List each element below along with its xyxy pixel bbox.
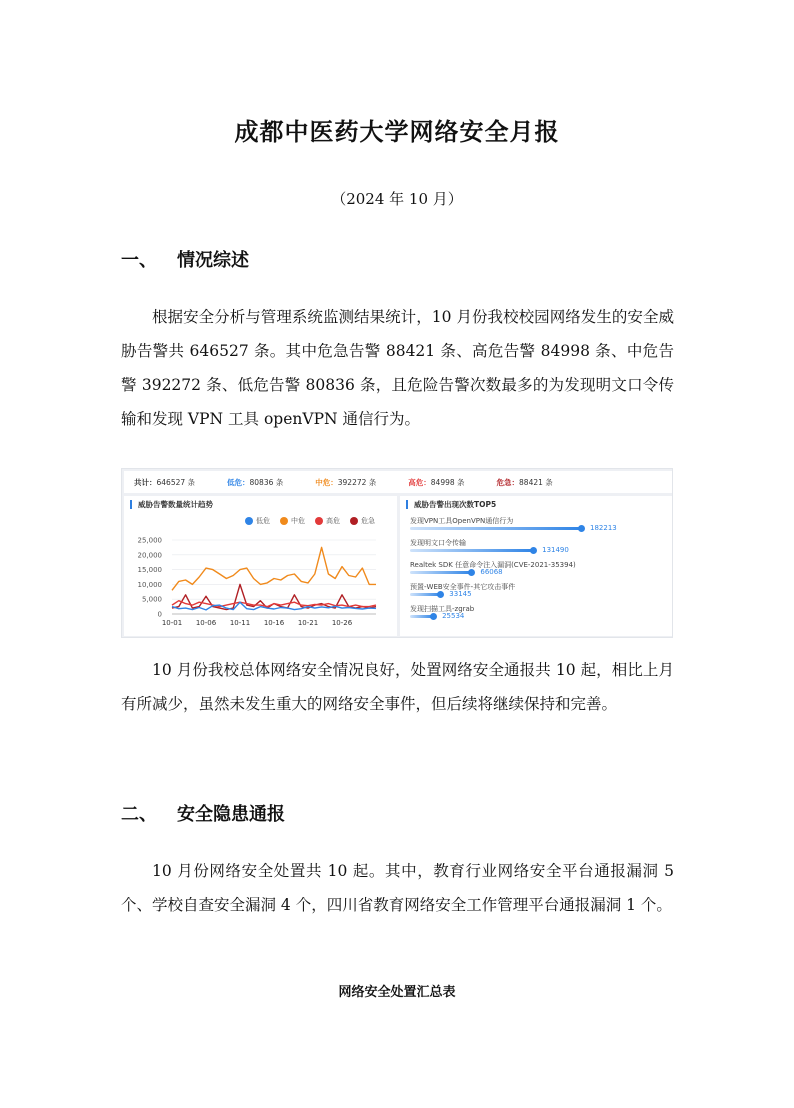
top5-item [408,604,668,626]
top5-item-value: 25534 [442,612,465,620]
section-number: 一、 [121,250,157,271]
summary-paragraph: 10 月份我校总体网络安全情况良好，处置网络安全通报共 10 起，相比上月有所减少，虽然未发生重大的网络安全事件，但后续将继续保持和完善。 [121,661,674,713]
top5-item-bar [410,527,582,530]
y-tick-label: 20,000 [137,551,162,560]
top5-item-label: 发现明文口令传输 [410,539,466,547]
top5-list [408,516,668,626]
vulnerability-paragraph: 10 月份网络安全处置共 10 起。其中，教育行业网络安全平台通报漏洞 5 个、学校自查安全漏洞 4 个，四川省教育网络安全工作管理平台通报漏洞 1 个。 [121,862,674,914]
y-tick-label: 5,000 [141,595,162,604]
top5-item [408,538,668,560]
top5-item [408,516,668,538]
top5-item-bar [410,549,534,552]
stat-total: 共计：646527 条 [134,477,196,487]
overview-paragraph: 根据安全分析与管理系统监测结果统计，10 月份我校校园网络发生的安全威胁告警共 646527 条。其中危急告警 88421 条、高危告警 84998 条、中危告警 392272 条、低危告警 80836 条，且危险告警次数最多的为发现明文口令传输和发现 VPN 工具 openVPN 通信行为。 [121,308,674,428]
top5-item-knob [578,525,585,532]
stat-medium: 中危：392272 条 [315,477,377,487]
top5-item-knob [530,547,537,554]
stat-high: 高危：84998 条 [408,477,465,487]
section-title: 安全隐患通报 [177,804,285,825]
section-heading-overview [121,246,249,272]
top5-item-label: Realtek SDK 任意命令注入漏洞(CVE-2021-35394) [410,561,576,569]
legend-medium: 中危 [280,516,305,526]
table-caption: 网络安全处置汇总表 [338,985,456,1000]
top5-item-knob [437,591,444,598]
page-title: 成都中医药大学网络安全月报 [234,118,560,146]
section-title: 情况综述 [177,250,249,271]
top5-panel [400,496,672,636]
legend-low: 低危 [245,516,270,526]
section-heading-vulnerabilities [121,800,285,826]
x-tick-label: 10-11 [229,619,251,627]
trend-line-chart [124,496,397,636]
report-period: （2024 年 10 月） [331,190,463,208]
top5-item-knob [430,613,437,620]
legend-critical: 危急 [350,516,375,526]
top5-item [408,582,668,604]
x-tick-label: 10-16 [263,619,285,627]
x-tick-label: 10-06 [195,619,217,627]
stat-low: 低危：80836 条 [227,477,284,487]
stat-critical: 危急：88421 条 [496,477,553,487]
top5-item-value: 66068 [480,568,503,576]
top5-title: 威胁告警出现次数TOP5 [406,500,496,509]
security-dashboard-image [121,468,673,638]
y-tick-label: 0 [157,610,162,619]
x-tick-label: 10-21 [297,619,319,627]
trend-chart-panel [124,496,397,636]
y-tick-label: 10,000 [137,580,162,589]
series-line-中危 [172,547,376,590]
top5-item-label: 发现扫描工具-zgrab [410,605,475,613]
y-tick-label: 15,000 [137,566,162,575]
top5-item [408,560,668,582]
top5-item-value: 33145 [449,590,472,598]
top5-item-value: 131490 [542,546,569,554]
top5-item-knob [468,569,475,576]
y-tick-label: 25,000 [137,536,162,545]
section-number: 二、 [121,804,157,825]
x-tick-label: 10-01 [161,619,183,627]
x-tick-label: 10-26 [331,619,353,627]
alert-stats-bar [124,471,672,493]
top5-item-value: 182213 [590,524,617,532]
trend-chart-title: 威胁告警数量统计趋势 [130,500,213,509]
top5-item-label: 发现VPN工具OpenVPN通信行为 [410,517,514,525]
top5-item-label: 预置-WEB安全事件-其它攻击事件 [410,583,516,591]
top5-item-bar [410,571,472,574]
legend-high: 高危 [315,516,340,526]
